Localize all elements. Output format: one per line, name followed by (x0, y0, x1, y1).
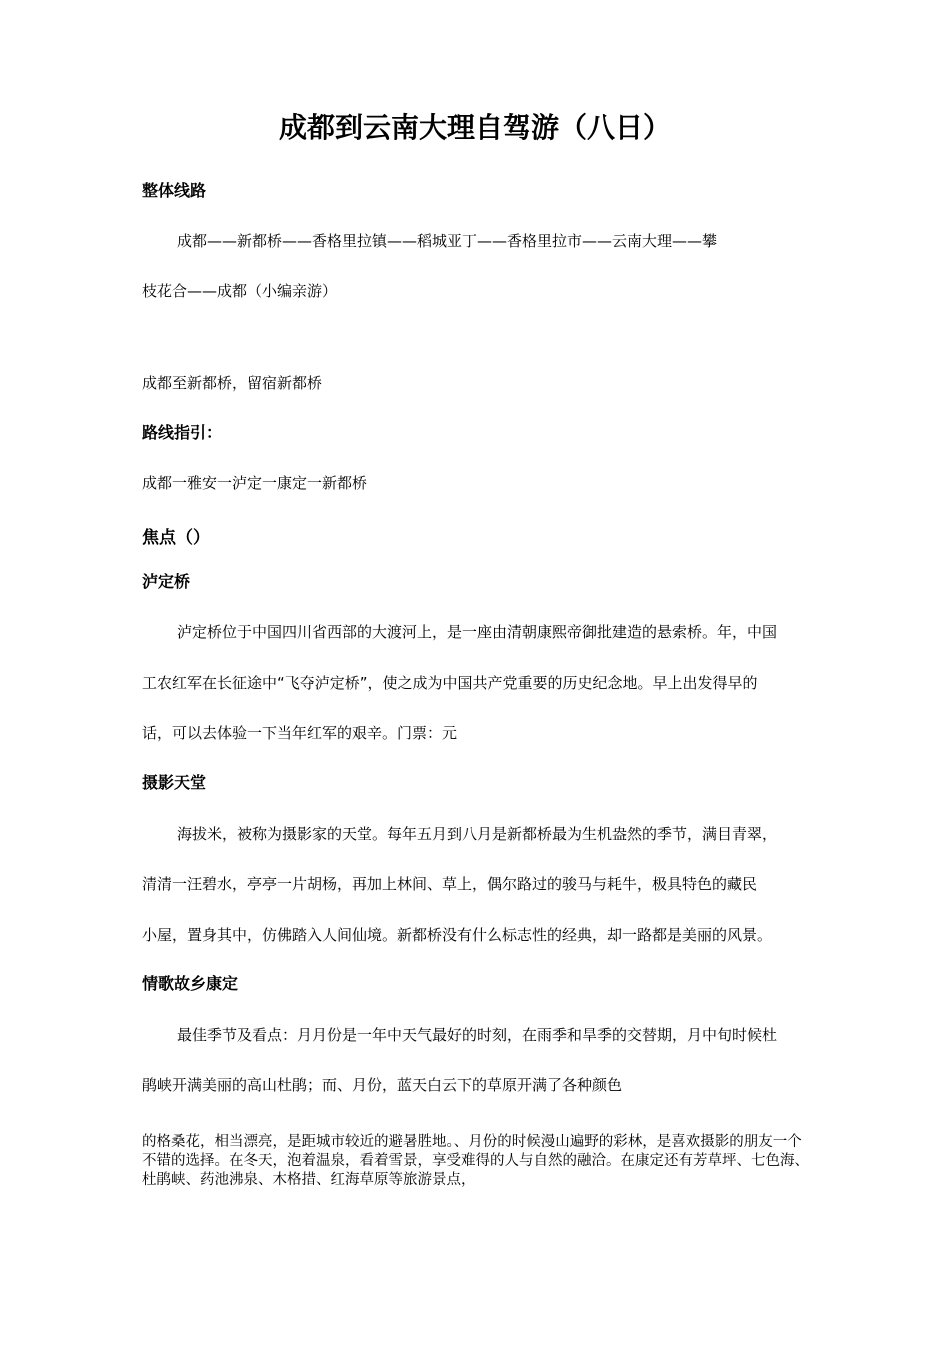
photo-heading: 摄影天堂 (142, 773, 207, 792)
day1-summary: 成都至新都桥，留宿新都桥 (142, 374, 323, 392)
route-heading: 整体线路 (142, 181, 207, 200)
route-line-1: 成都——新都桥——香格里拉镇——稻城亚丁——香格里拉市——云南大理——攀 (177, 232, 718, 250)
kangding-paragraph: 的格桑花，相当漂亮，是距城市较近的避暑胜地。、月份的时候漫山遍野的彩林，是喜欢摄影的朋友一个不错的选择。在冬天，泡着温泉，看着雪景，享受难得的人与自然的融洽。在康定还有芳草坪、七色海、杜鹃峡、药池沸泉、木格措、红海草原等旅游景点， (142, 1134, 809, 1188)
kangding-heading: 情歌故乡康定 (142, 974, 239, 993)
kangding-line-1: 最佳季节及看点：月月份是一年中天气最好的时刻，在雨季和旱季的交替期，月中旬时候杜 (177, 1026, 778, 1044)
luding-heading: 泸定桥 (142, 572, 191, 591)
kangding-line-2: 鹃峡开满美丽的高山杜鹃；而、月份，蓝天白云下的草原开满了各种颜色 (142, 1076, 623, 1094)
photo-line-2: 清清一汪碧水，亭亭一片胡杨，再加上林间、草上，偶尔路过的骏马与耗牛，极具特色的藏民 (142, 875, 758, 893)
luding-line-1: 泸定桥位于中国四川省西部的大渡河上，是一座由清朝康熙帝御批建造的悬索桥。年，中国 (177, 623, 778, 641)
photo-line-1: 海拔米，被称为摄影家的天堂。每年五月到八月是新都桥最为生机盎然的季节，满目青翠， (177, 825, 778, 843)
photo-line-3: 小屋，置身其中，仿佛踏入人间仙境。新都桥没有什么标志性的经典，却一路都是美丽的风景。 (142, 926, 773, 944)
guide-text: 成都一雅安一泸定一康定一新都桥 (142, 474, 368, 492)
luding-line-2: 工农红军在长征途中“飞夺泸定桥”，使之成为中国共产党重要的历史纪念地。早上出发得早的 (142, 674, 758, 692)
luding-line-3: 话，可以去体验一下当年红军的艰辛。门票：元 (142, 724, 458, 742)
page-title: 成都到云南大理自驾游（八日） (278, 111, 671, 144)
route-line-2: 枝花合——成都（小编亲游） (142, 282, 338, 300)
focus-heading: 焦点（） (142, 528, 210, 548)
guide-heading: 路线指引： (142, 423, 223, 442)
